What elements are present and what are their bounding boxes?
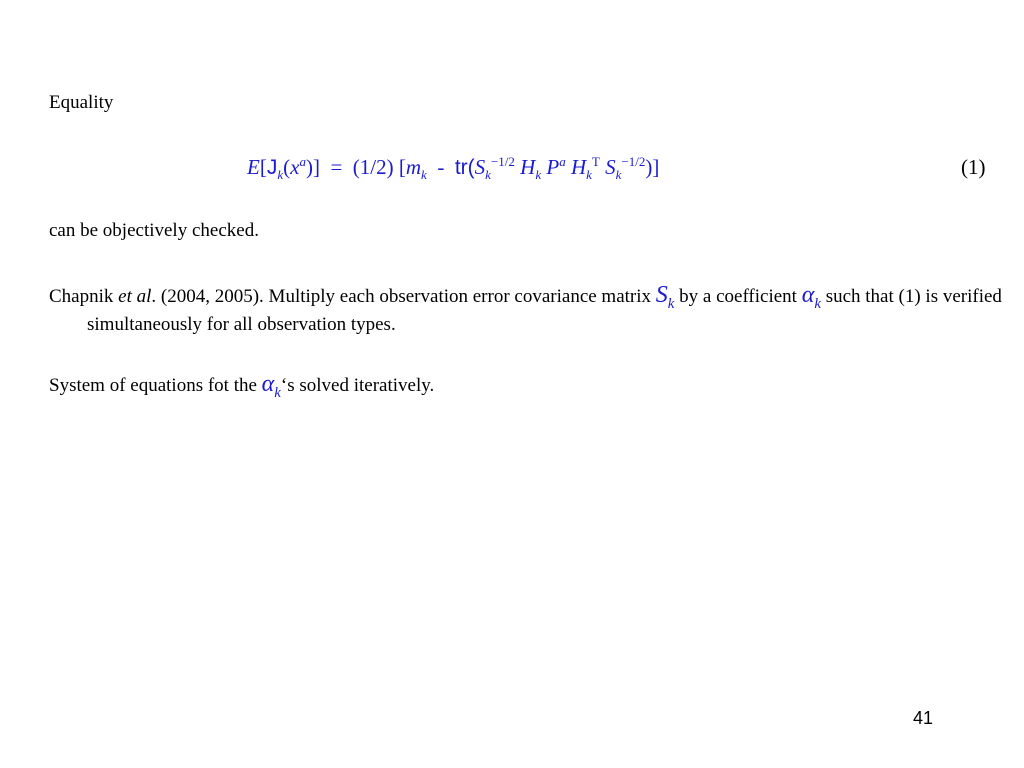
eq-S1-sub: k [485,167,491,183]
alpha-symbol [801,282,821,312]
eq-rclose: )] [305,155,320,179]
eq-S2: S [605,155,616,179]
system-alpha-symbol [261,371,281,401]
eq-half: (1/2) [ [352,155,406,179]
chapnik-text3: such that (1) is verified simultaneously for all observation types. [87,286,1002,335]
eq-equals: = [319,155,353,179]
eq-P-sup: a [559,154,566,169]
chapnik-etal: et al [118,286,152,307]
eq-a-sup: a [299,154,306,169]
eq-minus: - [426,155,455,179]
eq-J: J [266,156,278,179]
chapnik-text1: . (2004, 2005). Multiply each observation error covariance matrix [151,286,656,307]
eq-x: x [290,155,300,179]
matrix-S-sub: k [667,295,675,312]
page-number: 41 [913,708,934,728]
equation [247,154,660,183]
system-text2: ‘s solved iteratively. [280,375,435,396]
checked-text: can be objectively checked. [49,220,259,241]
eq-H2: H [570,155,587,179]
eq-k-sub: k [277,167,284,183]
eq-S1-sup: −1/2 [490,154,515,169]
matrix-S-symbol [655,282,675,312]
eq-S2-sub: k [615,167,622,183]
system-alpha-sub: k [274,384,281,401]
eq-P: P [546,155,560,179]
eq-m-sub: k [421,167,427,183]
eq-lbracket: [ [259,155,267,179]
eq-end: )] [645,155,660,179]
chapnik-author: Chapnik [49,286,119,307]
eq-H1-sub: k [535,167,542,183]
system-alpha: α [261,371,275,397]
eq-tr: tr( [454,156,475,179]
matrix-S: S [655,282,668,308]
eq-H1: H [520,155,536,179]
eq-S2-sup: −1/2 [621,154,646,169]
system-text1: System of equations fot the [49,375,262,396]
chapnik-text2: by a coefficient [674,286,802,307]
eq-E: E [247,155,260,179]
intro-text: Equality [49,92,114,113]
system-paragraph [49,369,434,401]
eq-lparen: ( [283,155,291,179]
chapnik-paragraph [49,280,1024,337]
equation-number: (1) [961,155,986,179]
eq-H2-sub: k [586,167,592,183]
eq-S1: S [474,155,486,179]
eq-m: m [405,155,422,179]
alpha: α [801,282,815,308]
eq-H2-sup: T [591,154,600,169]
alpha-sub: k [814,295,821,312]
